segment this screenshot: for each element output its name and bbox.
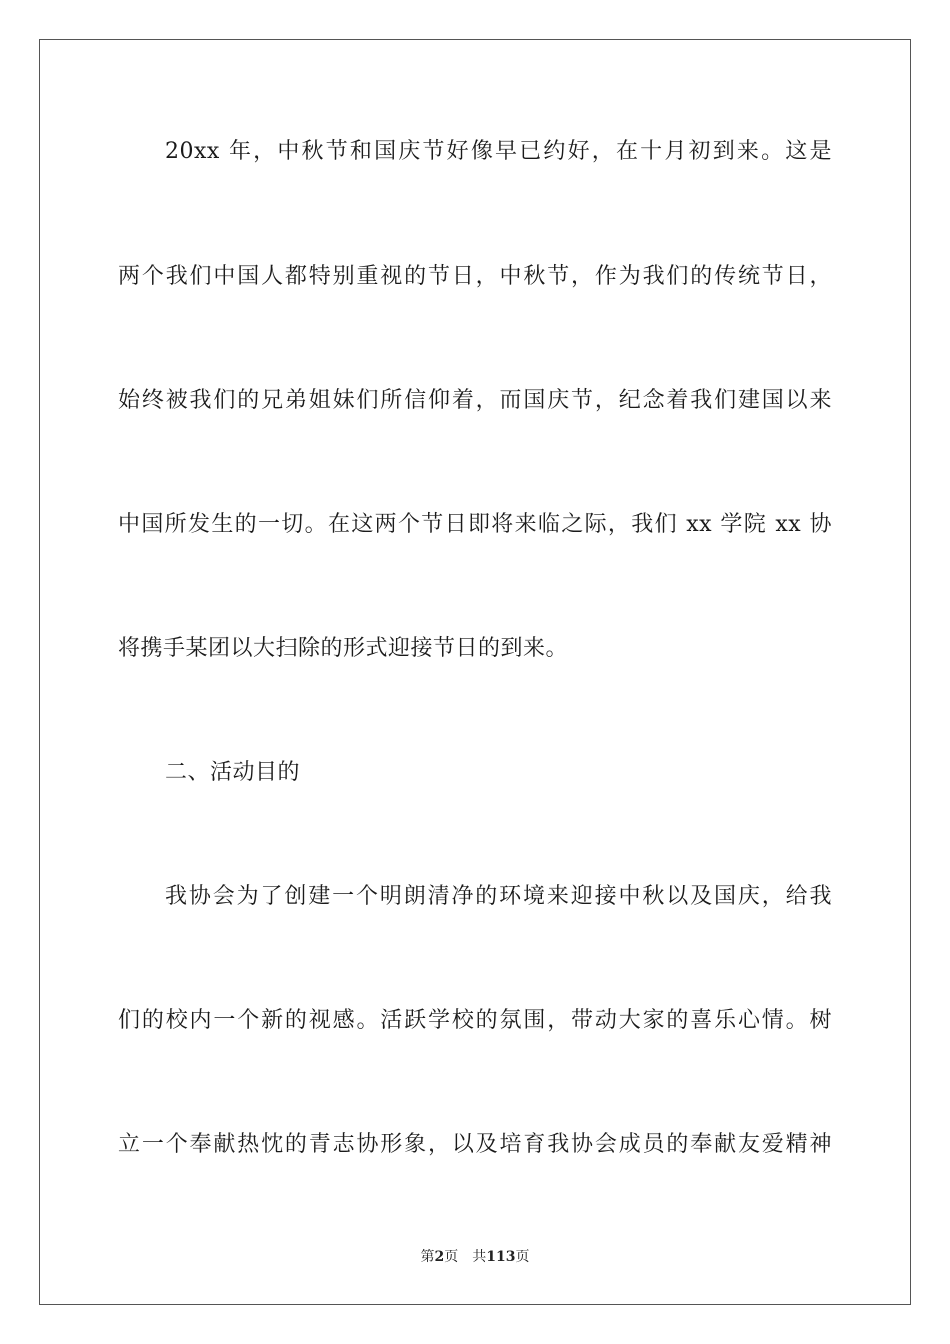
total-suffix: 页 <box>515 1249 530 1265</box>
paragraph-line: 中国所发生的一切。在这两个节日即将来临之际，我们 xx 学院 xx 协 <box>118 512 832 537</box>
paragraph-line: 两个我们中国人都特别重视的节日，中秋节，作为我们的传统节日， <box>118 264 832 289</box>
paragraph-line: 立一个奉献热忱的青志协形象，以及培育我协会成员的奉献友爱精神 <box>118 1132 832 1157</box>
paragraph-line: 始终被我们的兄弟姐妹们所信仰着，而国庆节，纪念着我们建国以来 <box>118 388 832 413</box>
total-prefix: 共 <box>472 1249 487 1265</box>
page-border <box>39 39 911 1305</box>
paragraph-line: 将携手某团以大扫除的形式迎接节日的到来。 <box>118 636 569 661</box>
total-pages: 113 <box>486 1249 516 1265</box>
page-suffix: 页 <box>444 1249 459 1265</box>
page-number: 2 <box>434 1249 445 1265</box>
paragraph-line: 20xx 年，中秋节和国庆节好像早已约好，在十月初到来。这是 <box>165 139 832 164</box>
page-footer <box>0 1248 950 1266</box>
paragraph-line: 我协会为了创建一个明朗清净的环境来迎接中秋以及国庆，给我 <box>165 884 832 909</box>
paragraph-line: 们的校内一个新的视感。活跃学校的氛围，带动大家的喜乐心情。树 <box>118 1008 832 1033</box>
page-prefix: 第 <box>420 1249 435 1265</box>
section-heading: 二、活动目的 <box>165 760 301 785</box>
